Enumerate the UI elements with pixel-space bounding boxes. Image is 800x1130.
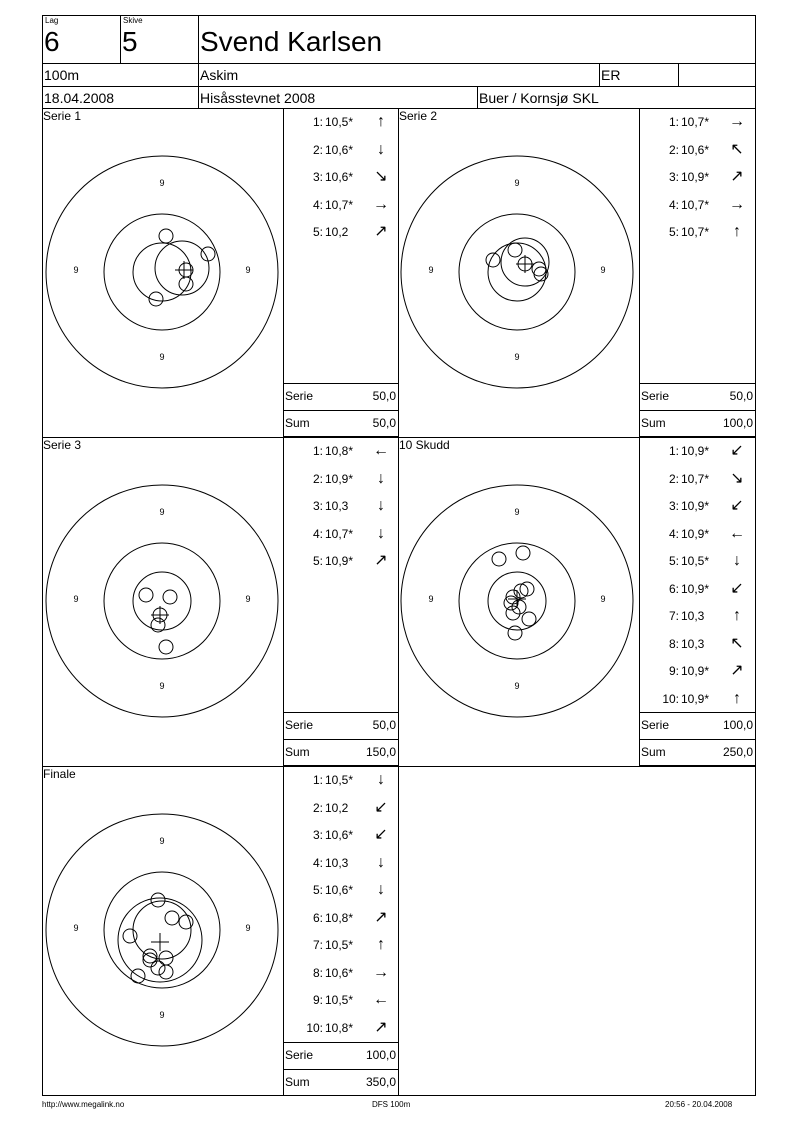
- shot-number: 2:: [668, 471, 679, 486]
- row-divider: [639, 410, 756, 411]
- club: Askim: [200, 67, 239, 83]
- target-4: [397, 481, 637, 721]
- shot-score: 10,6*: [325, 828, 354, 842]
- direction-arrow-icon: ↘: [374, 168, 388, 185]
- ring-number: 9: [73, 923, 79, 933]
- ring-number: 9: [245, 265, 251, 275]
- direction-arrow-icon: ↙: [374, 798, 388, 816]
- ring-number: 9: [245, 923, 251, 933]
- shot-score: 10,2: [325, 225, 349, 239]
- ring-number: 9: [73, 594, 79, 604]
- shot-hole: [508, 626, 522, 640]
- shot-score: 10,5*: [325, 993, 354, 1007]
- header-vline: [120, 15, 121, 63]
- shot-score: 10,7*: [681, 197, 710, 212]
- lag-value: 6: [44, 26, 60, 57]
- shot-hole: [123, 929, 137, 943]
- class: ER: [601, 67, 621, 83]
- direction-arrow-icon: ←: [373, 442, 389, 459]
- header-divider: [42, 86, 756, 87]
- row-divider: [639, 739, 756, 740]
- direction-arrow-icon: →: [729, 195, 745, 213]
- shot-score: 10,5*: [325, 938, 354, 952]
- shot-score: 10,7*: [681, 115, 710, 129]
- direction-arrow-icon: ↑: [377, 113, 385, 130]
- shot-hole: [159, 965, 173, 979]
- direction-arrow-icon: →: [373, 963, 389, 981]
- shot-hole: [512, 600, 526, 614]
- header-divider: [42, 63, 756, 64]
- target-ring: [104, 214, 220, 330]
- direction-arrow-icon: ↓: [377, 771, 385, 788]
- serie-value: 100,0: [365, 1048, 396, 1062]
- serie-label: Serie: [285, 718, 314, 732]
- row-divider: [283, 410, 399, 411]
- shot-number: 5:: [668, 225, 679, 239]
- shot-number: 5:: [312, 554, 323, 568]
- row-divider: [639, 712, 756, 713]
- shot-number: 9:: [312, 993, 323, 1007]
- row-divider: [283, 712, 399, 713]
- shot-number: 1:: [312, 773, 323, 787]
- target-ring: [459, 214, 575, 330]
- venue: Buer / Kornsjø SKL: [479, 90, 599, 106]
- target-1: [42, 152, 282, 392]
- shot-number: 4:: [312, 526, 323, 541]
- shot-score: 10,3: [325, 855, 349, 870]
- shot-score: 10,5*: [325, 115, 354, 129]
- shot-number: 3:: [312, 499, 323, 513]
- ring-number: 9: [514, 507, 520, 517]
- shot-number: 4:: [668, 526, 679, 541]
- ring-number: 9: [159, 681, 165, 691]
- serie-label: Serie: [285, 1048, 314, 1062]
- shot-number: 3:: [312, 170, 323, 184]
- shot-score: 10,9*: [681, 581, 710, 596]
- shot-score: 10,8*: [325, 910, 354, 925]
- shooter-name: Svend Karlsen: [200, 26, 383, 57]
- shot-score: 10,9*: [681, 499, 710, 513]
- lag-label: Lag: [45, 16, 59, 25]
- ring-number: 9: [159, 836, 165, 846]
- shot-score: 10,3: [681, 609, 705, 623]
- direction-arrow-icon: ↗: [374, 1018, 388, 1036]
- shot-number: 9:: [668, 664, 679, 678]
- sum-label: Sum: [285, 745, 310, 759]
- direction-arrow-icon: ↓: [377, 497, 385, 514]
- shot-number: 5:: [668, 554, 679, 568]
- shot-score: 10,9*: [681, 691, 710, 706]
- shot-list: [283, 766, 399, 1096]
- shot-number: 2:: [668, 142, 679, 157]
- shot-score: 10,7*: [681, 225, 710, 239]
- target-ring: [488, 243, 546, 301]
- shot-hole: [532, 262, 546, 276]
- shot-number: 8:: [312, 965, 323, 980]
- skive-label: Skive: [123, 16, 143, 25]
- direction-arrow-icon: ↓: [377, 881, 385, 898]
- shot-number: 2:: [312, 471, 323, 486]
- shot-score: 10,6*: [681, 142, 710, 157]
- footer-url: http://www.megalink.no: [42, 1100, 125, 1109]
- direction-arrow-icon: ↙: [374, 826, 388, 843]
- shot-score: 10,6*: [325, 142, 354, 157]
- sum-value: 100,0: [722, 416, 753, 430]
- direction-arrow-icon: ↙: [730, 442, 744, 459]
- direction-arrow-icon: ↑: [377, 936, 385, 953]
- ring-number: 9: [514, 681, 520, 691]
- target-3: [42, 481, 282, 721]
- shot-number: 3:: [668, 499, 679, 513]
- shot-hole: [201, 247, 215, 261]
- shot-hole: [151, 961, 165, 975]
- ring-number: 9: [428, 594, 434, 604]
- direction-arrow-icon: ↘: [730, 469, 744, 487]
- shot-number: 6:: [668, 581, 679, 596]
- sum-label: Sum: [285, 1075, 310, 1089]
- shot-score: 10,6*: [325, 883, 354, 897]
- skive-value: 5: [122, 26, 138, 57]
- direction-arrow-icon: ↑: [733, 689, 741, 707]
- ring-number: 9: [514, 352, 520, 362]
- shot-hole: [492, 552, 506, 566]
- ring-number: 9: [600, 594, 606, 604]
- serie-label: Serie: [641, 389, 670, 403]
- serie-value: 100,0: [722, 718, 753, 732]
- row-divider: [639, 383, 756, 384]
- shot-score: 10,3: [325, 499, 349, 513]
- shot-hole: [179, 915, 193, 929]
- shot-score: 10,6*: [325, 965, 354, 980]
- sum-label: Sum: [285, 416, 310, 430]
- direction-arrow-icon: ↙: [730, 497, 744, 514]
- target-ring: [133, 243, 191, 301]
- direction-arrow-icon: ↗: [374, 908, 388, 926]
- shot-number: 10:: [306, 1020, 323, 1035]
- distance: 100m: [44, 67, 80, 83]
- direction-arrow-icon: ↑: [733, 223, 741, 240]
- shot-hole: [165, 911, 179, 925]
- header-vline: [198, 15, 199, 109]
- direction-arrow-icon: →: [729, 113, 745, 130]
- shot-number: 5:: [312, 225, 323, 239]
- sum-value: 50,0: [372, 416, 396, 430]
- shot-number: 1:: [668, 115, 679, 129]
- ring-number: 9: [428, 265, 434, 275]
- ring-number: 9: [514, 178, 520, 188]
- shot-hole: [516, 546, 530, 560]
- direction-arrow-icon: ↓: [733, 552, 741, 569]
- direction-arrow-icon: ↓: [377, 524, 385, 542]
- direction-arrow-icon: ←: [729, 524, 745, 542]
- sum-value: 150,0: [365, 745, 396, 759]
- panel-title: Finale: [43, 767, 76, 781]
- panel-title: Serie 1: [43, 109, 82, 123]
- shot-score: 10,2: [325, 800, 349, 815]
- shot-score: 10,5*: [681, 554, 710, 568]
- direction-arrow-icon: ←: [373, 991, 389, 1008]
- shot-score: 10,7*: [325, 197, 354, 212]
- footer-timestamp: 20:56 - 20.04.2008: [665, 1100, 733, 1109]
- shot-number: 4:: [312, 855, 323, 870]
- row-divider: [283, 1042, 399, 1043]
- target-ring: [104, 872, 220, 988]
- header-vline: [599, 63, 600, 86]
- shot-number: 2:: [312, 800, 323, 815]
- direction-arrow-icon: ↖: [730, 634, 744, 652]
- shot-number: 8:: [668, 636, 679, 651]
- serie-value: 50,0: [372, 718, 396, 732]
- direction-arrow-icon: ↗: [730, 168, 744, 185]
- shot-hole: [159, 229, 173, 243]
- direction-arrow-icon: ↓: [377, 140, 385, 158]
- shot-hole: [522, 612, 536, 626]
- shot-score: 10,6*: [325, 170, 354, 184]
- shot-score: 10,7*: [681, 471, 710, 486]
- header-vline: [678, 63, 679, 86]
- shot-number: 1:: [312, 115, 323, 129]
- ring-number: 9: [159, 1010, 165, 1020]
- shot-hole: [151, 893, 165, 907]
- date: 18.04.2008: [44, 90, 115, 106]
- shot-score: 10,9*: [325, 471, 354, 486]
- direction-arrow-icon: ↗: [374, 552, 388, 569]
- shot-hole: [506, 606, 520, 620]
- sum-value: 350,0: [365, 1075, 396, 1089]
- shot-hole: [508, 243, 522, 257]
- shot-hole: [163, 590, 177, 604]
- direction-arrow-icon: ↗: [374, 223, 388, 240]
- serie-value: 50,0: [729, 389, 753, 403]
- ring-number: 9: [159, 507, 165, 517]
- shot-score: 10,9*: [681, 170, 710, 184]
- shot-number: 7:: [312, 938, 323, 952]
- shot-number: 10:: [662, 691, 679, 706]
- target-ring: [133, 901, 191, 959]
- footer-program: DFS 100m: [372, 1100, 411, 1109]
- shot-number: 6:: [312, 910, 323, 925]
- target-5: [42, 810, 282, 1050]
- shot-number: 3:: [668, 170, 679, 184]
- shot-number: 4:: [668, 197, 679, 212]
- panel-title: Serie 3: [43, 438, 82, 452]
- shot-number: 1:: [312, 444, 323, 458]
- shot-hole: [139, 588, 153, 602]
- ring-number: 9: [159, 178, 165, 188]
- shot-score: 10,7*: [325, 526, 354, 541]
- shot-hole: [143, 953, 157, 967]
- direction-arrow-icon: ↖: [730, 140, 744, 158]
- shot-hole: [159, 640, 173, 654]
- direction-arrow-icon: ↗: [730, 662, 744, 679]
- shot-number: 2:: [312, 142, 323, 157]
- ring-number: 9: [245, 594, 251, 604]
- shot-number: 4:: [312, 197, 323, 212]
- sum-label: Sum: [641, 745, 666, 759]
- serie-label: Serie: [641, 718, 670, 732]
- shot-score: 10,3: [681, 636, 705, 651]
- group-circle: [155, 241, 209, 295]
- sum-value: 250,0: [722, 745, 753, 759]
- row-divider: [283, 1069, 399, 1070]
- shot-score: 10,9*: [325, 554, 354, 568]
- direction-arrow-icon: ↓: [377, 853, 385, 871]
- row-divider: [283, 383, 399, 384]
- direction-arrow-icon: ↓: [377, 469, 385, 487]
- header-box: [42, 15, 756, 109]
- ring-number: 9: [600, 265, 606, 275]
- shot-number: 5:: [312, 883, 323, 897]
- serie-value: 50,0: [372, 389, 396, 403]
- ring-number: 9: [73, 265, 79, 275]
- shot-score: 10,9*: [681, 664, 710, 678]
- serie-label: Serie: [285, 389, 314, 403]
- sum-label: Sum: [641, 416, 666, 430]
- shot-score: 10,9*: [681, 444, 710, 458]
- direction-arrow-icon: ↙: [730, 579, 744, 597]
- header-vline: [477, 86, 478, 109]
- shot-score: 10,9*: [681, 526, 710, 541]
- grid-hline: [42, 766, 756, 767]
- panel-title: Serie 2: [399, 109, 438, 123]
- target-2: [397, 152, 637, 392]
- direction-arrow-icon: →: [373, 195, 389, 213]
- shot-score: 10,5*: [325, 773, 354, 787]
- ring-number: 9: [159, 352, 165, 362]
- shot-number: 3:: [312, 828, 323, 842]
- event: Hisåsstevnet 2008: [200, 90, 316, 106]
- shot-score: 10,8*: [325, 1020, 354, 1035]
- shot-score: 10,8*: [325, 444, 354, 458]
- direction-arrow-icon: ↑: [733, 607, 741, 624]
- panel-title: 10 Skudd: [399, 438, 450, 452]
- row-divider: [283, 739, 399, 740]
- shot-number: 1:: [668, 444, 679, 458]
- shot-number: 7:: [668, 609, 679, 623]
